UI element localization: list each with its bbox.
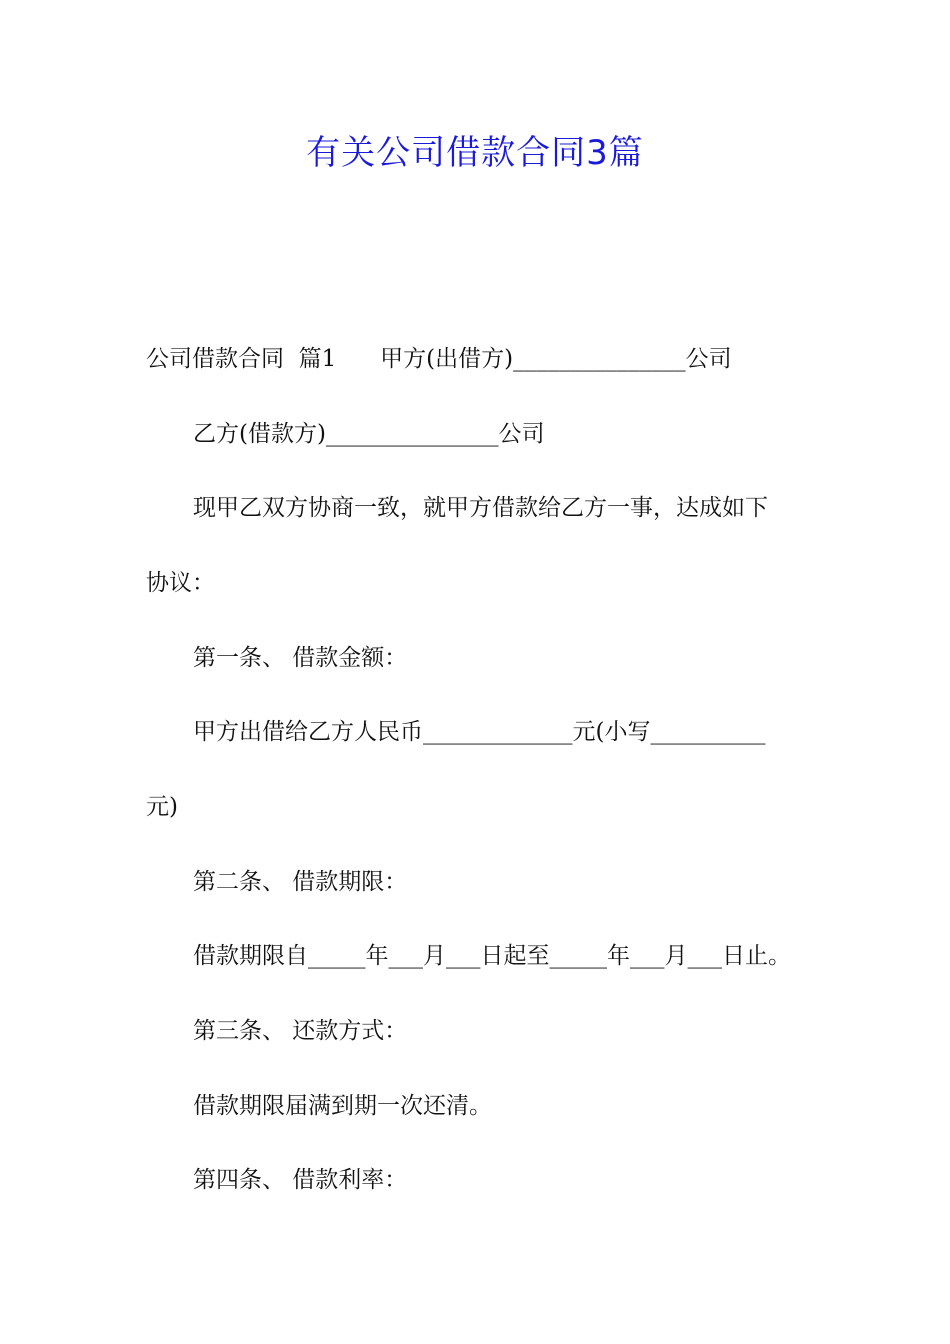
article-4-heading: 第四条、 借款利率： bbox=[193, 1167, 408, 1193]
article-2-heading: 第二条、 借款期限： bbox=[193, 869, 408, 895]
article-1-heading: 第一条、 借款金额： bbox=[193, 645, 408, 671]
article-3-repayment-line: 借款期限届满到期一次还清。 bbox=[193, 1093, 492, 1119]
article-1-amount-continuation: 元) bbox=[146, 794, 178, 820]
document-title: 有关公司借款合同3篇 bbox=[306, 133, 644, 173]
agreement-intro-line: 现甲乙双方协商一致，就甲方借款给乙方一事，达成如下 bbox=[193, 495, 768, 521]
article-1-amount-line: 甲方出借给乙方人民币_____________元(小写__________ bbox=[193, 719, 766, 745]
article-2-term-line: 借款期限自_____年___月___日起至_____年___月___日止。 bbox=[193, 943, 791, 969]
party-b-line: 乙方(借款方)_______________公司 bbox=[193, 421, 545, 447]
agreement-intro-continuation: 协议： bbox=[146, 570, 215, 596]
contract-heading-line: 公司借款合同 篇1 甲方(出借方)_______________公司 bbox=[146, 346, 732, 372]
article-3-heading: 第三条、 还款方式： bbox=[193, 1018, 408, 1044]
